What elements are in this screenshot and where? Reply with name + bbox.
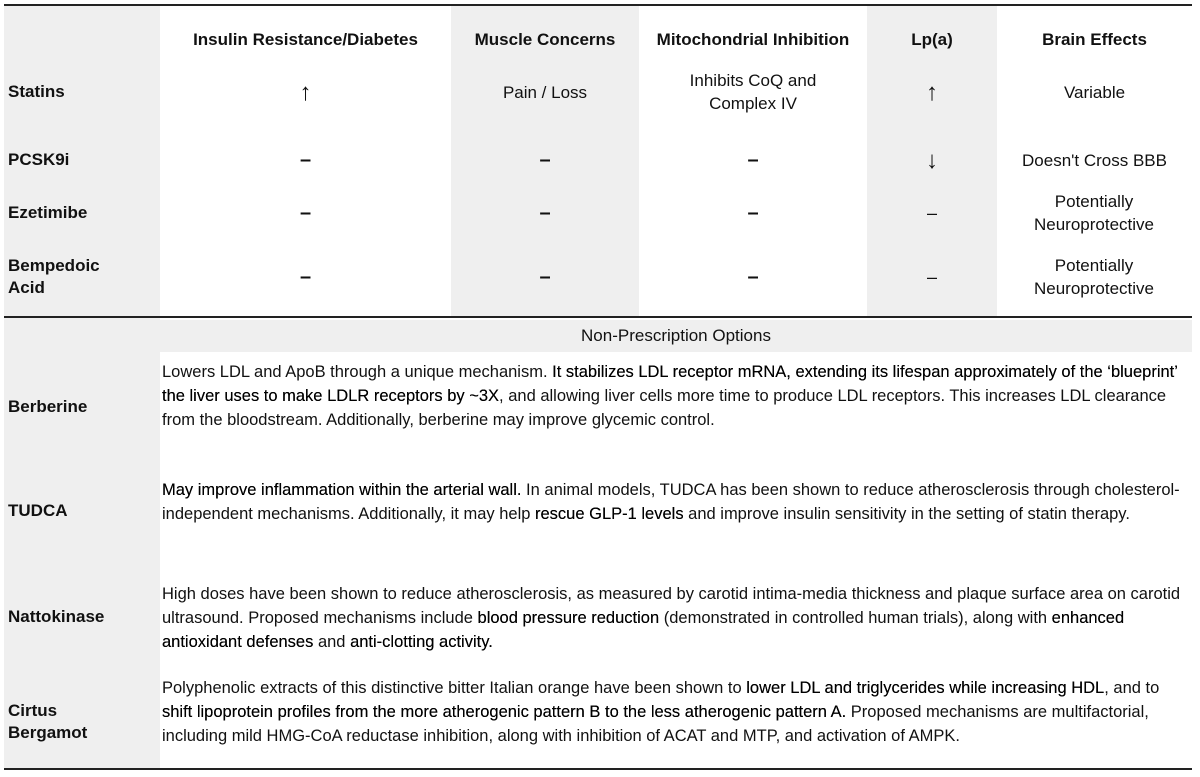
middle-rule — [4, 316, 1192, 318]
body-text: High doses have been shown to reduce atherosclerosis, as measured by carotid intima-media thickness and plaque surface area on carotid ultrasound. Proposed mechanisms include — [162, 585, 1181, 627]
emphasis-text: blood pressure reduction — [477, 609, 660, 627]
top-rule — [4, 4, 1192, 6]
np-label-berberine: Berberine — [8, 397, 88, 416]
pcsk9i-lpa: ↓ — [926, 146, 938, 174]
body-text: In animal models, TUDCA has been shown to reduce atherosclerosis through cholesterol-independent mechanisms. Additionally, it may help — [162, 481, 1180, 523]
pcsk9i-muscle: – — [539, 148, 551, 171]
body-text: Proposed mechanisms are multifactorial, including mild HMG-CoA reductase inhibition, along with inhibition of ACAT and MTP, and activation of AMPK. — [162, 703, 1149, 745]
col-header-lpa: Lp(a) — [911, 29, 953, 49]
col-header-insulin: Insulin Resistance/Diabetes — [193, 29, 418, 49]
col-header-muscle: Muscle Concerns — [474, 29, 616, 49]
body-text: Polyphenolic extracts of this distinctive bitter Italian orange have been shown to — [162, 679, 747, 697]
np-desc-cirtus-bergamot — [160, 676, 1190, 768]
bempedoic-brain: Potentially Neuroprotective — [1033, 256, 1154, 298]
body-text: , and to — [1104, 679, 1160, 697]
ezetimibe-mito: – — [747, 201, 759, 224]
pcsk9i-insulin: – — [299, 148, 312, 171]
row-label-bempedoic-acid: Bempedoic Acid — [8, 256, 100, 297]
statins-muscle: Pain / Loss — [502, 82, 588, 102]
statins-lpa: ↑ — [926, 78, 938, 106]
emphasis-text: shift lipoprotein profiles from the more atherogenic pattern B to the less atherogenic pattern A. — [162, 703, 847, 721]
emphasis-text: anti-clotting activity. — [350, 633, 493, 651]
row-label-pcsk9i: PCSK9i — [8, 150, 70, 169]
emphasis-text: rescue GLP-1 levels — [535, 505, 684, 523]
body-text: and improve insulin sensitivity in the setting of statin therapy. — [683, 505, 1130, 523]
col-header-brain: Brain Effects — [1042, 29, 1147, 49]
statins-mito: Inhibits CoQ and Complex IV — [689, 71, 817, 113]
ezetimibe-lpa: – — [926, 202, 937, 223]
col-header-mito: Mitochondrial Inhibition — [656, 29, 850, 49]
bempedoic-lpa: – — [926, 266, 937, 287]
row-label-ezetimibe: Ezetimibe — [8, 203, 88, 222]
emphasis-text: enhanced antioxidant defenses — [162, 609, 1125, 651]
ezetimibe-brain: Potentially Neuroprotective — [1033, 192, 1154, 234]
body-text: and — [313, 633, 351, 651]
np-label-nattokinase: Nattokinase — [8, 607, 105, 626]
bempedoic-insulin: – — [299, 265, 312, 288]
non-prescription-title: Non-Prescription Options — [160, 320, 1192, 352]
emphasis-text: May improve inflammation within the arterial wall. — [162, 481, 522, 499]
bottom-rule — [4, 768, 1192, 770]
bempedoic-muscle: – — [539, 265, 551, 288]
np-label-tudca: TUDCA — [8, 501, 68, 520]
body-text: , and allowing liver cells more time to produce LDL receptors. This increases LDL clearance from the bloodstream. Additionally, berberine may improve glycemic control. — [162, 387, 1167, 429]
np-desc-berberine — [160, 360, 1190, 456]
body-text: (demonstrated in controlled human trials), along with — [659, 609, 1052, 627]
row-label-statins: Statins — [8, 82, 65, 101]
np-desc-nattokinase — [160, 582, 1190, 654]
statins-brain: Variable — [1063, 82, 1126, 102]
np-desc-tudca — [160, 478, 1190, 550]
emphasis-text: lower LDL and triglycerides while increasing HDL — [746, 679, 1105, 697]
body-text: Lowers LDL and ApoB through a unique mechanism. — [162, 363, 553, 381]
bempedoic-mito: – — [747, 265, 759, 288]
ezetimibe-muscle: – — [539, 201, 551, 224]
emphasis-text: It stabilizes LDL receptor mRNA, extending its lifespan approximately of the ‘blueprint’ the liver uses to make LDLR receptors by ~3X — [162, 363, 1178, 405]
pcsk9i-mito: – — [747, 148, 759, 171]
statins-insulin: ↑ — [299, 78, 312, 106]
np-label-cirtus-bergamot: Cirtus Bergamot — [8, 701, 88, 742]
ezetimibe-insulin: – — [299, 201, 312, 224]
pcsk9i-brain: Doesn't Cross BBB — [1022, 150, 1167, 170]
